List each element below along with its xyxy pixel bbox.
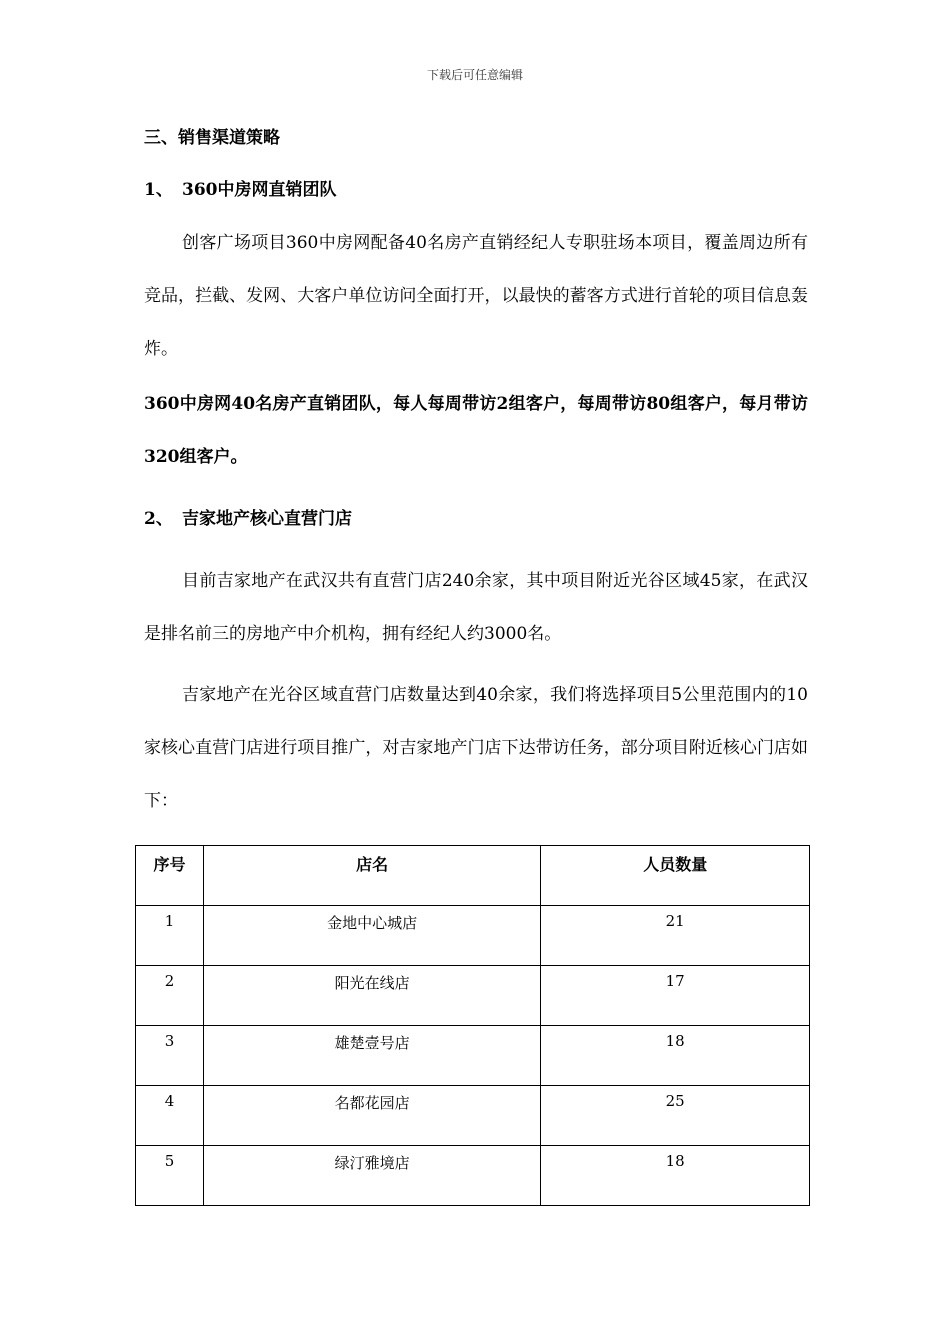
subsection-2-paragraph-1: 目前吉家地产在武汉共有直营门店240余家，其中项目附近光谷区域45家，在武汉是排名前三的房地产中介机构，拥有经纪人约3000名。 [144,571,808,644]
subsection-1-paragraph: 创客广场项目360中房网配备40名房产直销经纪人专职驻场本项目，覆盖周边所有竞品，拦截、发网、大客户单位访问全面打开，以最快的蓄客方式进行首轮的项目信息轰炸。 [144,233,808,359]
subsection-2-heading [144,507,352,531]
cell-staff-count: 18 [541,1026,810,1086]
subsection-2-number: 2、 [144,509,173,529]
page-header-note: 下载后可任意编辑 [426,68,523,82]
table-row [136,1146,810,1206]
header-index: 序号 [136,846,204,906]
stores-table [135,845,810,1206]
subsection-1-number: 1、 [144,180,173,200]
table-row [136,1026,810,1086]
table-header-row [136,846,810,906]
subsection-1-bold-paragraph: 360中房网40名房产直销团队，每人每周带访2组客户，每周带访80组客户，每月带访320组客户。 [144,394,808,467]
header-store-name: 店名 [203,846,540,906]
cell-store-name: 阳光在线店 [203,966,540,1026]
cell-staff-count: 18 [541,1146,810,1206]
subsection-2-paragraph-2: 吉家地产在光谷区域直营门店数量达到40余家，我们将选择项目5公里范围内的10家核心直营门店进行项目推广，对吉家地产门店下达带访任务，部分项目附近核心门店如下： [144,685,808,811]
cell-index: 1 [136,906,204,966]
cell-store-name: 雄楚壹号店 [203,1026,540,1086]
cell-index: 5 [136,1146,204,1206]
cell-index: 3 [136,1026,204,1086]
cell-store-name: 金地中心城店 [203,906,540,966]
cell-staff-count: 21 [541,906,810,966]
cell-store-name: 绿汀雅境店 [203,1146,540,1206]
section-title: 三、销售渠道策略 [144,128,280,148]
cell-staff-count: 17 [541,966,810,1026]
subsection-2-title: 吉家地产核心直营门店 [182,509,352,529]
table-row [136,966,810,1026]
cell-index: 2 [136,966,204,1026]
subsection-1-heading [144,178,337,202]
header-staff-count: 人员数量 [541,846,810,906]
subsection-1-title: 360中房网直销团队 [182,180,337,200]
cell-store-name: 名都花园店 [203,1086,540,1146]
cell-index: 4 [136,1086,204,1146]
table-row [136,906,810,966]
cell-staff-count: 25 [541,1086,810,1146]
table-row [136,1086,810,1146]
